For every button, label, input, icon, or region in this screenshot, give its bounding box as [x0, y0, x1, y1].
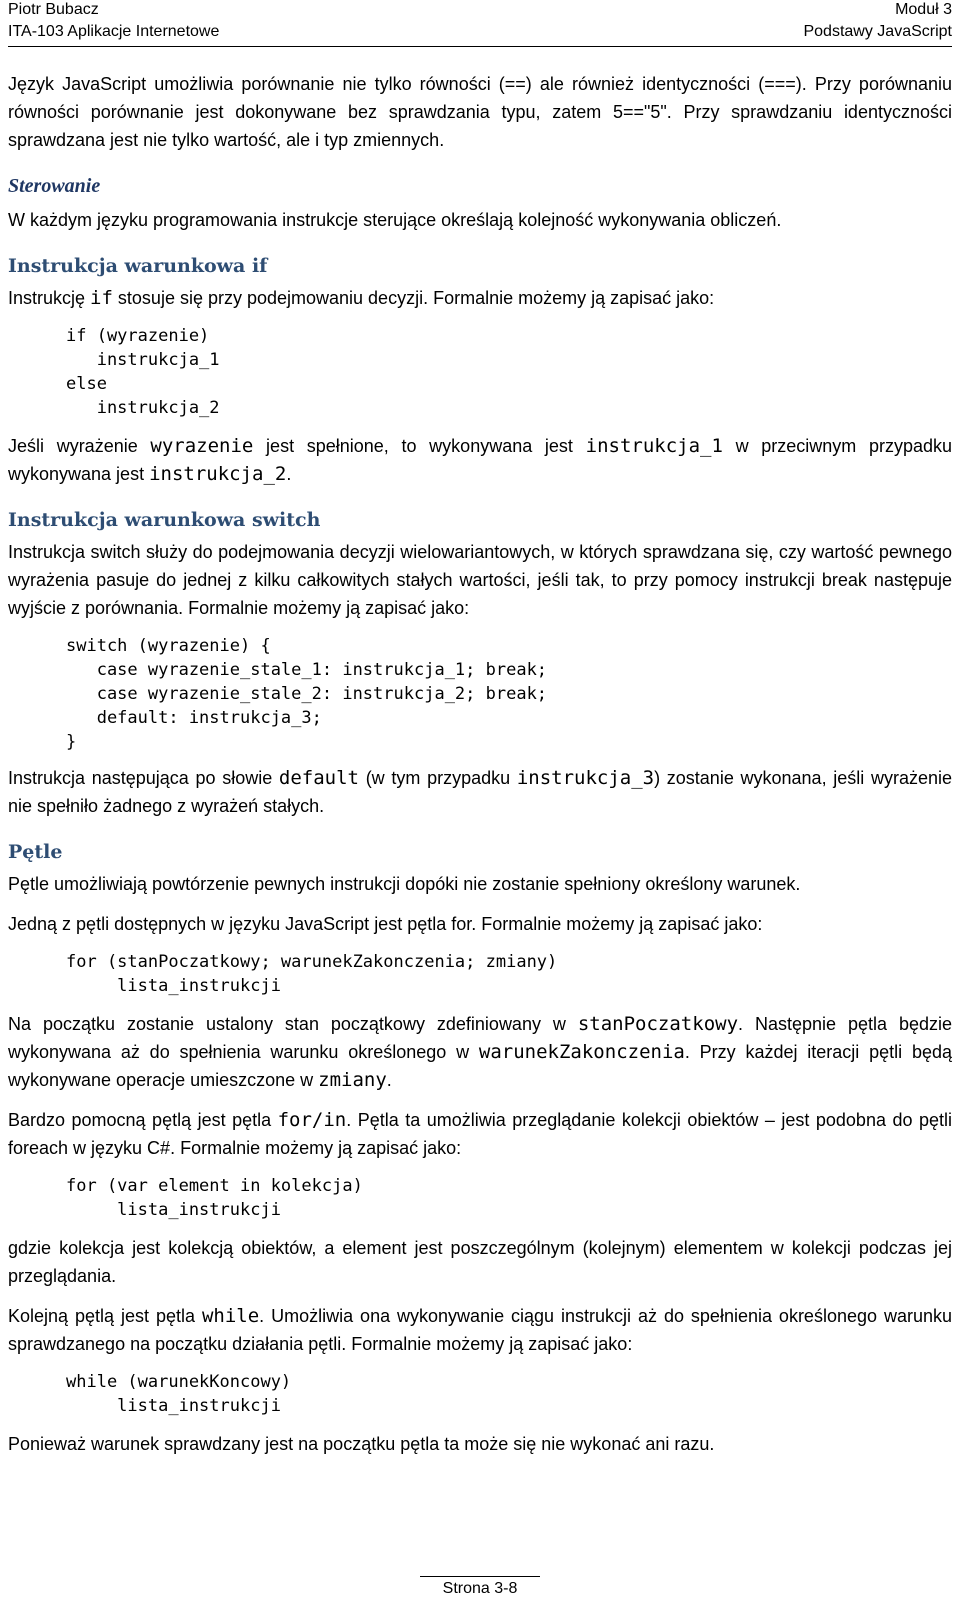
inline-code: warunekZakonczenia — [478, 1041, 685, 1063]
switch-code-block: switch (wyrazenie) { case wyrazenie_stale_1: instrukcja_1; break; case wyrazenie_stale_2: instrukcja_2; break; default: instrukcja_3; } — [66, 636, 548, 752]
sterowanie-paragraph: W każdym języku programowania instrukcje sterujące określają kolejność wykonywania obliczeń. — [8, 210, 782, 230]
text-run: Bardzo pomocną pętlą jest pętla — [8, 1110, 278, 1130]
inline-code: for/in — [277, 1109, 347, 1131]
header-module: Moduł 3 — [895, 1, 952, 18]
text-run: stosuje się przy podejmowaniu decyzji. Formalnie możemy ją zapisać jako: — [112, 288, 715, 308]
if-explain-paragraph — [8, 432, 952, 488]
text-run: Kolejną pętlą jest pętla — [8, 1306, 202, 1326]
forin-intro-paragraph — [8, 1106, 952, 1162]
page-number: Strona 3-8 — [442, 1580, 518, 1597]
header-author: Piotr Bubacz — [8, 1, 99, 18]
text-run: . Pętla ta umożliwia przeglądanie kolekcji obiektów – jest podobna do pętli foreach w języku C#. Formalnie możemy ją zapisać jako: — [8, 1110, 952, 1158]
switch-explain-paragraph — [8, 764, 952, 820]
header-topic: Podstawy JavaScript — [803, 23, 952, 40]
petle-paragraph-1: Pętle umożliwiają powtórzenie pewnych instrukcji dopóki nie zostanie spełniony określony warunek. — [8, 874, 801, 894]
section-heading-sterowanie: Sterowanie — [8, 175, 101, 197]
header-course: ITA-103 Aplikacje Internetowe — [8, 23, 220, 40]
text-run: jest spełnione, to wykonywana jest — [253, 436, 586, 456]
subheading-if: Instrukcja warunkowa if — [8, 255, 268, 277]
text-run: w przeciwnym przypadku wykonywana jest — [8, 436, 953, 484]
inline-code: instrukcja_2 — [149, 463, 287, 485]
inline-code: if — [90, 287, 113, 309]
text-run: . — [386, 1070, 392, 1090]
inline-code: stanPoczatkowy — [577, 1013, 739, 1035]
text-run: (w tym przypadku — [359, 768, 517, 788]
for-explain-paragraph — [8, 1010, 952, 1094]
forin-code-block: for (var element in kolekcja) lista_instrukcji — [66, 1176, 363, 1220]
inline-code: wyrazenie — [150, 435, 254, 457]
forin-explain-paragraph: gdzie kolekcja jest kolekcją obiektów, a element jest poszczególnym (kolejnym) elementem w kolekcji podczas jej przeglądania. — [8, 1238, 952, 1286]
intro-paragraph: Język JavaScript umożliwia porównanie nie tylko równości (==) ale również identyczności (===). Przy porównaniu równości porównanie jest dokonywane bez sprawdzania typu, zatem 5=="5". Przy sprawdzaniu identyczności sprawdzana jest nie tylko wartość, ale i typ zmiennych. — [8, 74, 952, 150]
page-header — [8, 0, 952, 47]
text-run: . Umożliwia ona wykonywanie ciągu instrukcji aż do spełnienia określonego warunku sprawdzanego na początku działania pętli. Formalnie możemy ją zapisać jako: — [8, 1306, 952, 1354]
inline-code: default — [278, 767, 359, 789]
inline-code: instrukcja_3 — [516, 767, 655, 789]
text-run: Na początku zostanie ustalony stan początkowy zdefiniowany w — [8, 1014, 578, 1034]
text-run: . — [286, 464, 292, 484]
switch-intro-paragraph: Instrukcja switch służy do podejmowania decyzji wielowariantowych, w których sprawdzana się, czy wartość pewnego wyrażenia pasuje do jednej z kilku całkowitych stałych wartości, jeśli tak, to przy pomocy instrukcji break następuje wyjście z porównania. Formalnie możemy ją zapisać jako: — [8, 542, 952, 618]
text-run: ) zostanie wykonana, jeśli wyrażenie nie spełniło żadnego z wyrażeń stałych. — [8, 768, 952, 816]
while-code-block: while (warunekKoncowy) lista_instrukcji — [66, 1372, 292, 1416]
while-explain-paragraph: Ponieważ warunek sprawdzany jest na początku pętla ta może się nie wykonać ani razu. — [8, 1434, 715, 1454]
text-run: Jeśli wyrażenie — [8, 436, 151, 456]
text-run: Instrukcję — [8, 288, 91, 308]
petle-paragraph-2: Jedną z pętli dostępnych w języku JavaScript jest pętla for. Formalnie możemy ją zapisać jako: — [8, 914, 763, 934]
if-code-block: if (wyrazenie) instrukcja_1 else instrukcja_2 — [66, 326, 220, 418]
subheading-petle: Pętle — [8, 841, 63, 863]
while-intro-paragraph — [8, 1302, 952, 1358]
page-content — [8, 54, 952, 1458]
text-run: . Następnie pętla będzie wykonywana aż do spełnienia warunku określonego w — [8, 1014, 952, 1062]
inline-code: instrukcja_1 — [585, 435, 723, 457]
for-code-block: for (stanPoczatkowy; warunekZakonczenia; zmiany) lista_instrukcji — [66, 952, 558, 996]
footer-divider — [420, 1576, 540, 1577]
inline-code: while — [201, 1305, 260, 1327]
inline-code: zmiany — [318, 1069, 387, 1091]
if-intro-paragraph — [8, 284, 952, 312]
subheading-switch: Instrukcja warunkowa switch — [8, 509, 321, 531]
text-run: Instrukcja następująca po słowie — [8, 768, 279, 788]
text-run: . Przy każdej iteracji pętli będą wykonywane operacje umieszczone w — [8, 1042, 952, 1090]
